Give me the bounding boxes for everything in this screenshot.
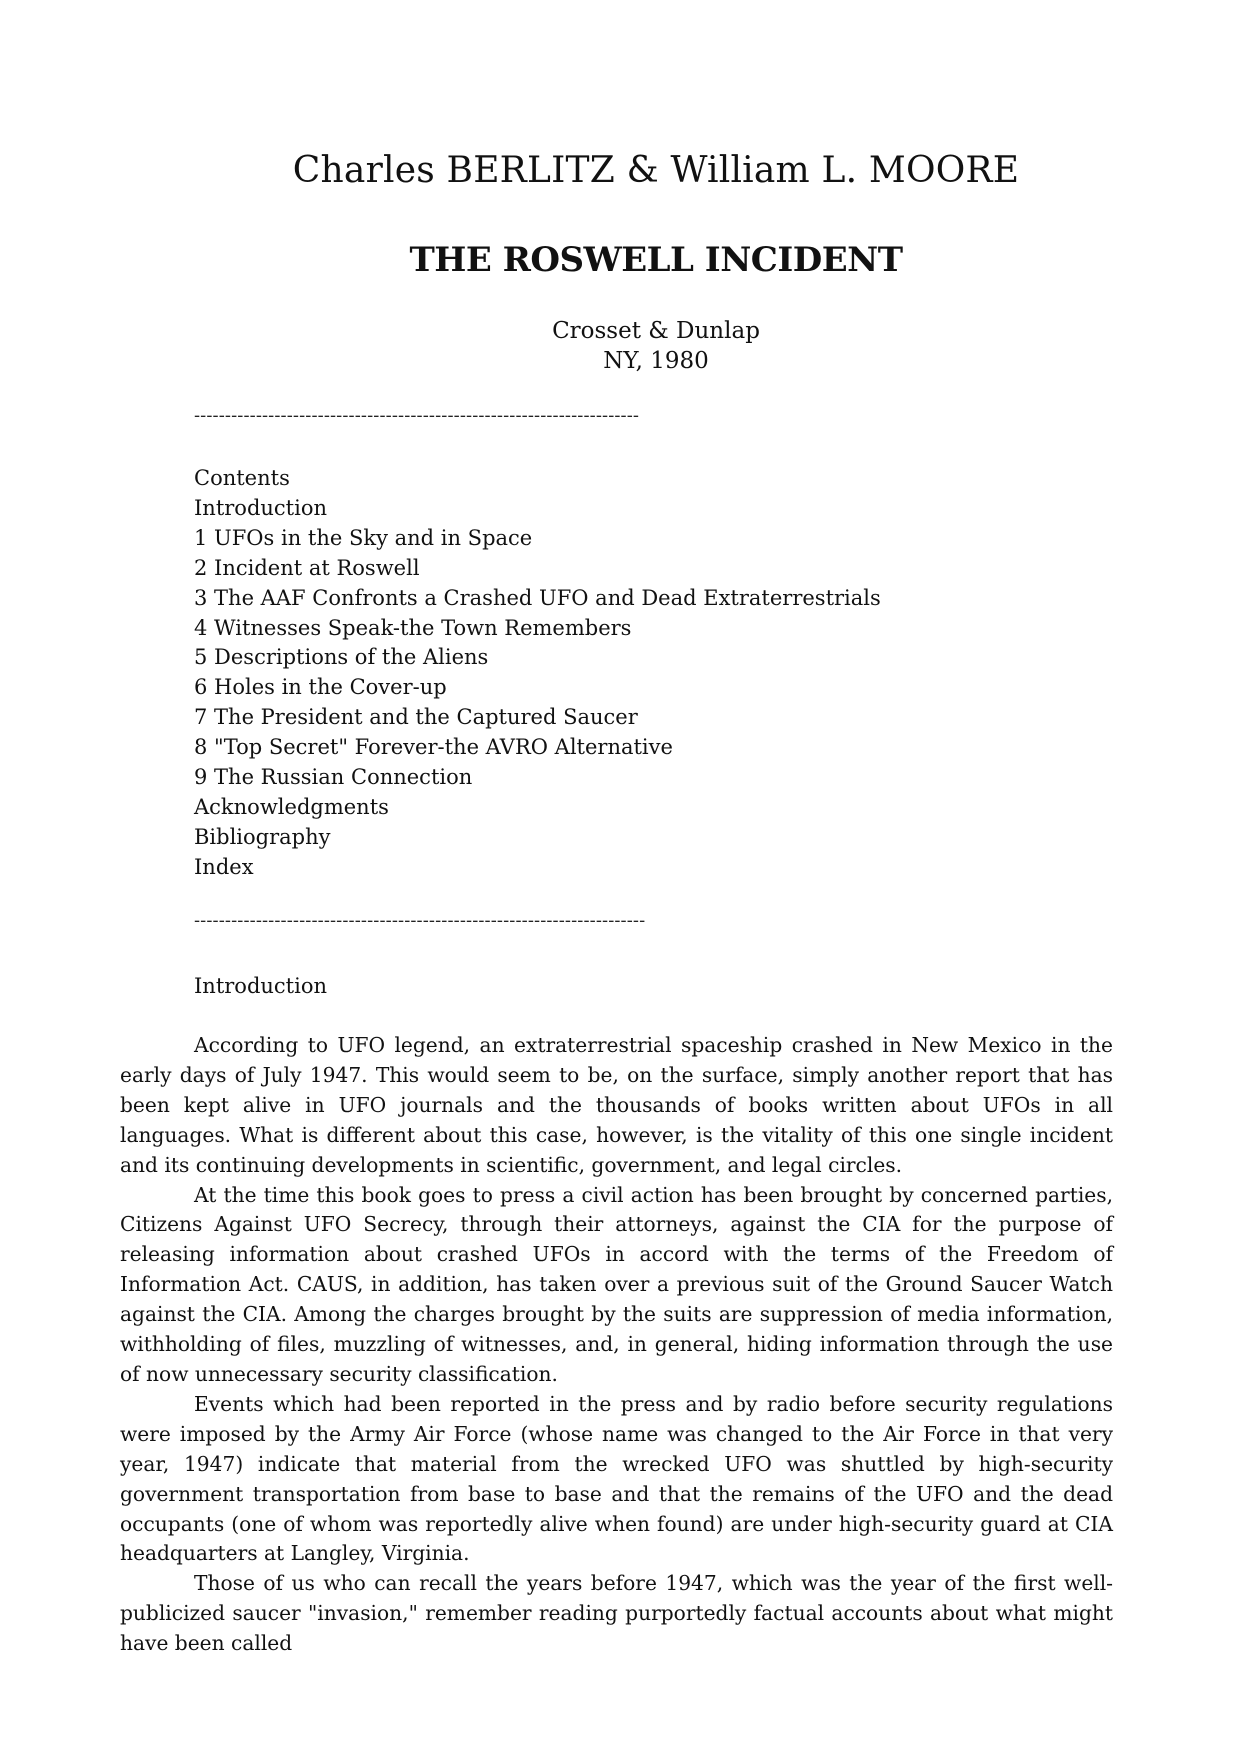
toc-entry: 2 Incident at Roswell bbox=[194, 555, 420, 580]
publisher-block bbox=[0, 316, 1240, 376]
toc-entry: 3 The AAF Confronts a Crashed UFO and Dead Extraterrestrials bbox=[194, 585, 881, 610]
toc-entry: 5 Descriptions of the Aliens bbox=[194, 645, 489, 670]
toc-entry: Bibliography bbox=[194, 824, 331, 849]
toc-heading: Contents bbox=[194, 466, 290, 490]
table-of-contents bbox=[194, 464, 881, 883]
toc-entry: 6 Holes in the Cover-up bbox=[194, 675, 447, 700]
toc-entry: 1 UFOs in the Sky and in Space bbox=[194, 525, 533, 550]
section-heading: Introduction bbox=[194, 974, 327, 998]
toc-entry: Introduction bbox=[194, 495, 327, 520]
body-paragraph: According to UFO legend, an extraterrestrial spaceship crashed in New Mexico in the early days of July 1947. This would seem to be, on the surface, simply another report that has been kept alive in UFO journals and the thousands of books written about UFOs in all languages. What is different about this case, however, is the vitality of this one single incident and its continuing developments in scientific, government, and legal circles. bbox=[120, 1033, 1113, 1177]
dashed-separator: ------------------------------------------------------------------------- bbox=[194, 910, 646, 931]
book-title: THE ROSWELL INCIDENT bbox=[409, 240, 903, 280]
toc-entry: Index bbox=[194, 854, 254, 879]
dashed-separator: ------------------------------------------------------------------------ bbox=[194, 405, 640, 426]
body-paragraph: At the time this book goes to press a civil action has been brought by concerned parties, Citizens Against UFO Secrecy, through their attorneys, against the CIA for the purpose of releasing information about crashed UFOs in accord with the terms of the Freedom of Information Act. CAUS, in addition, has taken over a previous suit of the Ground Saucer Watch against the CIA. Among the charges brought by the suits are suppression of media information, withholding of files, muzzling of witnesses, and, in general, hiding information through the use of now unnecessary security classification. bbox=[120, 1182, 1113, 1386]
body-paragraph: Those of us who can recall the years before 1947, which was the year of the first well-publicized saucer "invasion," remember reading purportedly factual accounts about what might have been called bbox=[120, 1571, 1113, 1656]
toc-entry: Acknowledgments bbox=[194, 794, 389, 819]
body-paragraph: Events which had been reported in the press and by radio before security regulations were imposed by the Army Air Force (whose name was changed to the Air Force in that very year, 1947) indicate that material from the wrecked UFO was shuttled by high-security government transportation from base to base and that the remains of the UFO and the dead occupants (one of whom was reportedly alive when found) are under high-security guard at CIA headquarters at Langley, Virginia. bbox=[120, 1391, 1113, 1566]
toc-entry: 7 The President and the Captured Saucer bbox=[194, 705, 638, 730]
toc-entry: 9 The Russian Connection bbox=[194, 765, 473, 790]
publication-place-year: NY, 1980 bbox=[603, 348, 709, 374]
toc-entry: 8 "Top Secret" Forever-the AVRO Alternative bbox=[194, 735, 673, 760]
book-authors: Charles BERLITZ & William L. MOORE bbox=[292, 150, 1020, 191]
publisher-name: Crosset & Dunlap bbox=[552, 318, 760, 344]
toc-entry: 4 Witnesses Speak-the Town Remembers bbox=[194, 615, 632, 640]
introduction-body bbox=[120, 1031, 1113, 1659]
